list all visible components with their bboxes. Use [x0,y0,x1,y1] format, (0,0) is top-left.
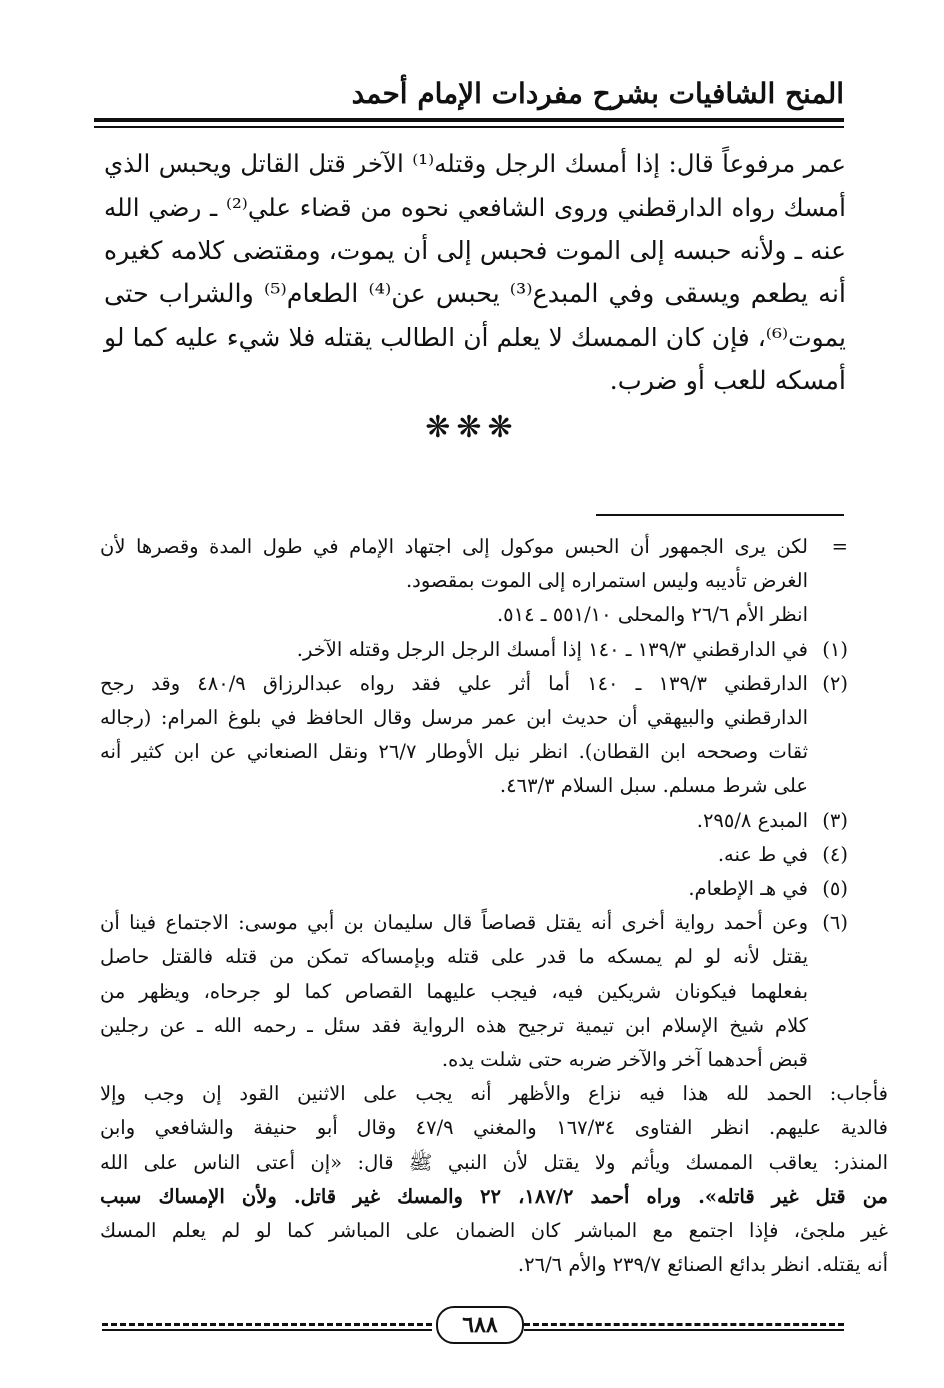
book-title: المنح الشافيات بشرح مفردات الإمام أحمد [351,77,844,110]
footnote-line: في ط عنه. [717,842,808,866]
footnote-5 [100,872,848,906]
footnote-4 [100,838,848,872]
footnotes [100,530,888,1282]
footnote-1 [100,633,848,667]
footnote-line: غير ملجئ، فإذا اجتمع مع المباشر كان الضمان على المباشر كما لو لم يعلم المسك [100,1219,888,1243]
footnote-line: فالدية عليهم. انظر الفتاوى ١٦٧/٣٤ والمغني ٤٧/٩ وقال أبو حنيفة والشافعي وابن [100,1116,888,1140]
footnote-line: الغرض تأديبه وليس استمراره إلى الموت بمقصود. [405,569,808,593]
footnote-marker: (٣) [822,808,848,832]
footnote-marker: = [831,535,848,558]
footnote-continued [100,530,848,633]
footnote-line: على شرط مسلم. سبل السلام ٤٦٣/٣. [499,774,808,798]
footnote-line: كلام شيخ الإسلام ابن تيمية ترجيح هذه الرواية فقد سئل ـ رحمه الله ـ عن رجلين [100,1013,808,1037]
page-footer [96,1306,848,1346]
page-number: ٦٨٨ [436,1306,524,1344]
footnote-marker: (١) [822,637,848,661]
main-line: عمر مرفوعاً قال: إذا أمسك الرجل وقتله⁽¹⁾ الآخر قتل القاتل ويحبس الذي [104,149,847,178]
main-line: أنه يطعم ويسقى وفي المبدع⁽³⁾ يحبس عن⁽⁴⁾ الطعام⁽⁵⁾ والشراب حتى [104,278,846,309]
footnote-line: وعن أحمد رواية أخرى أنه يقتل قصاصاً قال سليمان بن أبي موسى: الاجتماع فينا أن [100,911,808,935]
footnote-line: قبض أحدهما آخر والآخر ضربه حتى شلت يده. [441,1048,808,1072]
running-header [102,74,844,114]
footnote-6 [100,906,848,1077]
footnote-marker: (٤) [822,842,848,866]
footnote-line: من قتل غير قاتله». وراه أحمد ١٨٧/٢، ٢٢ والمسك غير قاتل. ولأن الإمساك سبب [100,1184,888,1208]
footnote-line: ثقات وصححه ابن القطان). انظر نيل الأوطار ٢٦/٧ ونقل الصنعاني عن ابن كثير أنه [100,740,808,764]
footnote-line: في هـ الإطعام. [688,877,808,901]
footnote-marker: (٥) [822,877,848,901]
footnote-line: المبدع ٢٩٥/٨. [696,808,808,832]
main-line: أمسكه للعب أو ضرب. [609,365,846,396]
header-rule-thick [94,118,844,122]
footnote-line: لكن يرى الجمهور أن الحبس موكول إلى اجتهاد الإمام في طول المدة وقصرها لأن [100,535,808,558]
footer-rule-left-thin [102,1329,432,1333]
footnote-line: الدارقطني ١٣٩/٣ ـ ١٤٠ أما أثر علي فقد رواه عبدالرزاق ٤٨٠/٩ وقد رجح [100,671,808,695]
section-separator: ❋❋❋ [425,410,519,445]
footnote-line: يقتل لأنه لو لم يمسكه ما قدر على قتله وبإمساكه تمكن من قتله فالقتل حاصل [100,945,808,969]
footnote-line: فأجاب: الحمد لله هذا فيه نزاع والأظهر أنه يجب على الاثنين القود إن وجب وإلا [100,1082,888,1106]
footnote-line: بفعلهما فيكونان شريكين فيه، فيجب عليهما القصاص كما لو جرحاه، ويظهر من [100,979,808,1003]
footnote-line: المنذر: يعاقب الممسك ويأثم ولا يقتل لأن النبي ﷺ قال: «إن أعتى الناس على الله [100,1150,888,1174]
footnote-6-continued [100,1077,888,1282]
footnote-3 [100,804,848,838]
footnote-line: الدارقطني والبيهقي أن حديث ابن عمر مرسل وقال الحافظ في بلوغ المرام: (رجاله [100,706,808,730]
footnote-marker: (٦) [822,911,848,935]
footnote-marker: (٢) [822,671,848,695]
main-text [104,142,846,403]
footnote-line: في الدارقطني ١٣٩/٣ ـ ١٤٠ إذا أمسك الرجل الرجل وقتله الآخر. [296,637,808,661]
header-rule-thin [94,126,844,128]
footnote-2 [100,667,848,804]
footnote-line: أنه يقتله. انظر بدائع الصنائع ٢٣٩/٧ والأم ٢٦/٦. [517,1253,888,1277]
main-line: عنه ـ ولأنه حبسه إلى الموت فحبس إلى أن يموت، ومقتضى كلامه كغيره [104,236,846,265]
footer-rule-right-thin [524,1329,844,1333]
footnote-line: انظر الأم ٢٦/٦ والمحلى ٥٥١/١٠ ـ ٥١٤. [496,603,808,627]
footnote-separator [596,514,844,516]
main-line: يموت⁽⁶⁾، فإن كان الممسك لا يعلم أن الطالب يقتله فلا شيء عليه كما لو [104,323,846,352]
main-line: أمسك رواه الدارقطني وروى الشافعي نحوه من قضاء علي⁽²⁾ ـ رضي الله [104,192,846,222]
